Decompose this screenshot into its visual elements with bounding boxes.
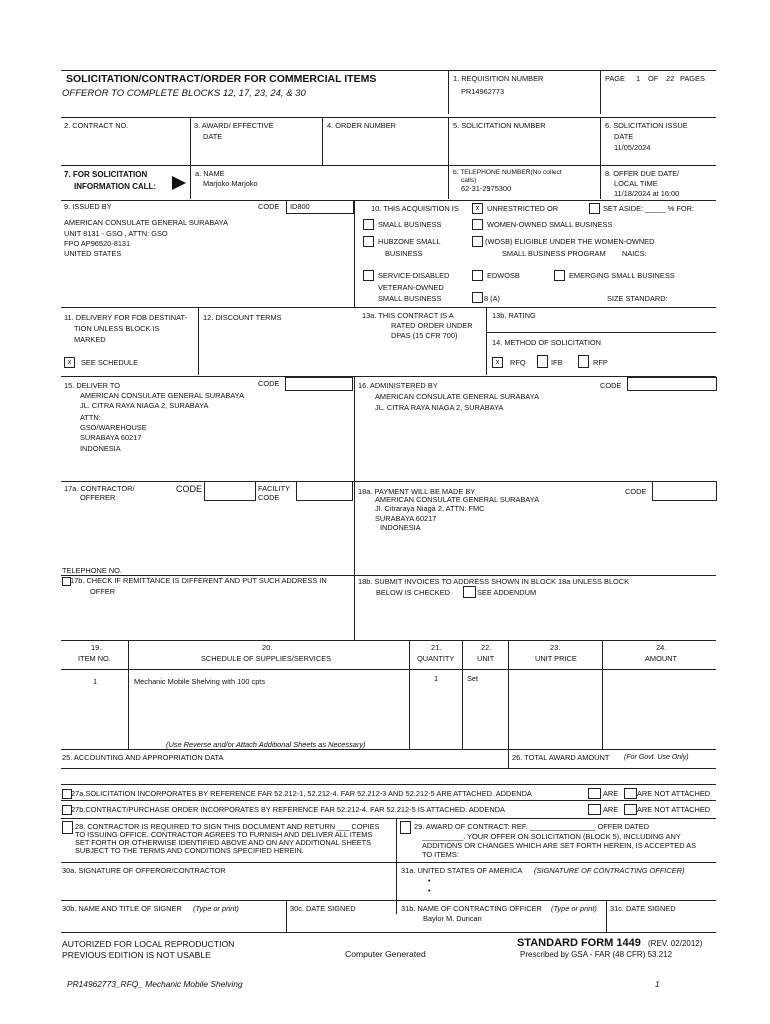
- deliver-to-label: 15. DELIVER TO: [64, 381, 121, 390]
- admin-line-1: AMERICAN CONSULATE GENERAL SURABAYA: [375, 392, 539, 401]
- contractor-sign-line-4: SUBJECT TO THE TERMS AND CONDITIONS SPECIFIED HEREIN.: [75, 846, 304, 855]
- addenda-27a-are-checkbox[interactable]: [588, 788, 601, 799]
- facility-label: FACILITY: [258, 484, 291, 493]
- signer-name-label: 30b. NAME AND TITLE OF SIGNER: [62, 904, 182, 913]
- addenda-27b-label: 27b.CONTRACT/PURCHASE ORDER INCORPORATES BY REFERENCE FAR 52.212-4. FAR 52.212-5 IS ATTACHED. ADDENDA: [71, 805, 505, 814]
- footer-previous: PREVIOUS EDITION IS NOT USABLE: [62, 950, 211, 960]
- facility-label-2: CODE: [258, 493, 280, 502]
- award-date-label: 3. AWARD/ EFFECTIVE: [194, 121, 274, 130]
- contractor-label-2: OFFERER: [80, 493, 116, 502]
- contractor-label: 17a. CONTRACTOR/: [64, 484, 135, 493]
- phone-value: 62-31-2975300: [461, 184, 512, 193]
- due-date-label-2: LOCAL TIME: [614, 179, 658, 188]
- method-label: 14. METHOD OF SOLICITATION: [492, 338, 601, 347]
- issued-code-label: CODE: [258, 202, 280, 211]
- award-line-4: TO ITEMS:: [422, 850, 459, 859]
- page-number: 1: [636, 74, 641, 83]
- order-number-label: 4. ORDER NUMBER: [327, 121, 396, 130]
- deliver-line-3: ATTN:: [80, 413, 101, 422]
- col-24-num: 24.: [656, 643, 667, 652]
- see-addendum-checkbox[interactable]: [463, 586, 476, 598]
- signer-name-note: (Type or print): [193, 904, 239, 913]
- rfq-checkbox[interactable]: x: [492, 357, 503, 368]
- deliver-line-6: INDONESIA: [80, 444, 121, 453]
- remittance-label: 17b. CHECK IF REMITTANCE IS DIFFERENT AND PUT SUCH ADDRESS IN: [70, 576, 327, 585]
- ifb-label: IFB: [551, 358, 563, 367]
- telephone-label: TELEPHONE NO.: [62, 566, 122, 575]
- small-business-label: SMALL BUSINESS: [378, 220, 442, 229]
- phone-label-2: calls): [461, 177, 477, 184]
- wosb-program-label: SMALL BUSINESS PROGRAM: [502, 249, 606, 258]
- contractor-code-label: CODE: [176, 484, 203, 494]
- eight-a-checkbox[interactable]: [472, 292, 483, 303]
- invoice-label: 18b. SUBMIT INVOICES TO ADDRESS SHOWN IN BLOCK 18a UNLESS BLOCK: [358, 577, 630, 586]
- size-standard-label: SIZE STANDARD:: [607, 294, 668, 303]
- date-signed-31c-label: 31c. DATE SIGNED: [610, 904, 676, 913]
- edwosb-checkbox[interactable]: [472, 270, 483, 281]
- name-value: Marjoko Marjoko: [203, 179, 258, 188]
- due-date-value: 11/18/2024 at 16:00: [614, 189, 680, 198]
- issued-line-1: AMERICAN CONSULATE GENERAL SURABAYA: [64, 218, 228, 227]
- issued-by-label: 9. ISSUED BY: [64, 202, 112, 211]
- arrow-right-icon: [171, 175, 187, 191]
- addenda-27b-are-not-checkbox[interactable]: [624, 804, 637, 815]
- set-aside-label: SET ASIDE: _____ % FOR:: [603, 204, 695, 213]
- deliver-line-2: JL. CITRA RAYA NIAGA 2, SURABAYA: [80, 401, 209, 410]
- footer-authorized: AUTORIZED FOR LOCAL REPRODUCTION: [62, 939, 235, 949]
- contract-no-label: 2. CONTRACT NO.: [64, 121, 129, 130]
- footer-form-number: STANDARD FORM 1449: [517, 937, 641, 949]
- administered-label: 16. ADMINISTERED BY: [358, 381, 438, 390]
- admin-line-2: JL. CITRA RAYA NIAGA 2, SURABAYA: [375, 403, 504, 412]
- contractor-sign-line-3: SET FORTH OR OTHERWISE IDENTIFIED ABOVE AND ON ANY ADDITIONAL SHEETS: [75, 838, 372, 847]
- date-signed-30c-label: 30c. DATE SIGNED: [290, 904, 356, 913]
- wosb-label: WOMEN-OWNED SMALL BUSINESS: [487, 220, 613, 229]
- total-award-note: (For Govt. Use Only): [624, 754, 689, 761]
- usa-note: (SIGNATURE OF CONTRACTING OFFICER): [534, 866, 685, 875]
- due-date-label: 8. OFFER DUE DATE/: [605, 169, 680, 178]
- contractor-sign-line-1: 28. CONTRACTOR IS REQUIRED TO SIGN THIS DOCUMENT AND RETURN ___ COPIES: [75, 822, 380, 831]
- hubzone-checkbox[interactable]: [363, 236, 374, 247]
- see-addendum-label: SEE ADDENDUM: [477, 588, 537, 597]
- usa-label: 31a. UNITED STATES OF AMERICA: [401, 866, 523, 875]
- issue-date-label: 6. SOLICITATION ISSUE: [605, 121, 688, 130]
- col-unit: UNIT: [477, 654, 495, 663]
- unrestricted-checkbox[interactable]: x: [472, 203, 483, 214]
- payment-line-4: INDONESIA: [380, 523, 421, 532]
- see-schedule-label: SEE SCHEDULE: [81, 358, 139, 367]
- signature-bullet-2: •: [428, 886, 431, 895]
- page-label: PAGE: [605, 74, 625, 83]
- solicitation-number-label: 5. SOLICITATION NUMBER: [453, 121, 546, 130]
- signature-bullet-1: •: [428, 876, 431, 885]
- col-19-num: 19.: [91, 643, 102, 652]
- award-line-2: __________. YOUR OFFER ON SOLICITATION (BLOCK 5), INCLUDING ANY: [422, 832, 681, 841]
- addenda-27b-are: ARE: [603, 805, 619, 814]
- rfp-label: RFP: [593, 358, 608, 367]
- payment-code-label: CODE: [625, 487, 647, 496]
- emerging-checkbox[interactable]: [554, 270, 565, 281]
- footer-page-number: 1: [655, 979, 660, 989]
- payment-label: 18a. PAYMENT WILL BE MADE BY: [358, 487, 476, 496]
- footer-form-rev: (REV. 02/2012): [648, 939, 703, 948]
- addenda-27a-are: ARE: [603, 789, 619, 798]
- total-award-label: 26. TOTAL AWARD AMOUNT: [512, 753, 610, 762]
- payment-line-1: AMERICAN CONSULATE GENERAL SURABAYA: [375, 495, 539, 504]
- issue-date-label-2: DATE: [614, 132, 634, 141]
- form-subtitle: OFFEROR TO COMPLETE BLOCKS 12, 17, 23, 24, & 30: [62, 88, 306, 99]
- wosb-eligible-label: (WOSB) ELIGIBLE UNDER THE WOMEN-OWNED: [485, 237, 655, 246]
- issued-code-value: ID800: [290, 202, 310, 211]
- requisition-value: PR14962773: [461, 87, 505, 96]
- rated-order-label-2: RATED ORDER UNDER: [391, 321, 473, 330]
- award-date-label-2: DATE: [203, 132, 223, 141]
- eight-a-label: 8 (A): [484, 294, 501, 303]
- page-of: OF: [648, 74, 659, 83]
- col-23-num: 23.: [550, 643, 561, 652]
- set-aside-checkbox[interactable]: [589, 203, 600, 214]
- hubzone-label: HUBZONE SMALL: [378, 237, 441, 246]
- item-unit-cell: Set: [467, 674, 479, 683]
- addenda-27b-are-not: ARE NOT ATTACHED: [637, 805, 711, 814]
- remittance-label-2: OFFER: [90, 587, 116, 596]
- payment-line-3: SURABAYA 60217: [375, 514, 437, 523]
- addenda-27a-are-not: ARE NOT ATTACHED: [637, 789, 711, 798]
- deliver-line-4: GSO/WAREHOUSE: [80, 423, 147, 432]
- issue-date-value: 11/05/2024: [614, 143, 651, 152]
- footer-document-id: PR14962773_RFQ_ Mechanic Mobile Shelving: [67, 979, 243, 989]
- unrestricted-label: UNRESTRICTED OR: [487, 204, 559, 213]
- rating-label: 13b. RATING: [492, 311, 536, 320]
- addenda-27a-are-not-checkbox[interactable]: [624, 788, 637, 799]
- addenda-27a-label: 27a.SOLICITATION INCORPORATES BY REFERENCE FAR 52.212-1, 52.212-4. FAR 52.212-3 AND 52.212-5 ARE ATTACHED. ADDENDA: [71, 789, 532, 798]
- deliver-code-label: CODE: [258, 379, 280, 388]
- footer-computer-generated: Computer Generated: [345, 949, 426, 959]
- rfq-label: RFQ: [510, 358, 526, 367]
- accounting-label: 25. ACCOUNTING AND APPROPRIATION DATA: [62, 753, 224, 762]
- officer-name-value: Baylor M. Duncan: [423, 914, 482, 923]
- rated-order-label-3: DPAS (15 CFR 700): [391, 331, 458, 340]
- footer-prescribed: Prescribed by GSA - FAR (48 CFR) 53.212: [520, 950, 673, 959]
- hubzone-label-2: BUSINESS: [385, 249, 423, 258]
- payment-line-2: Jl. Citraraya Niaga 2, ATTN: FMC: [375, 504, 485, 513]
- offeror-signature-label: 30a. SIGNATURE OF OFFEROR/CONTRACTOR: [62, 866, 226, 875]
- sdvosb-label-2: VETERAN-OWNED: [378, 283, 444, 292]
- discount-terms-label: 12. DISCOUNT TERMS: [203, 313, 282, 322]
- small-business-checkbox[interactable]: [363, 219, 374, 230]
- rfp-checkbox[interactable]: [578, 355, 589, 368]
- edwosb-eligible-checkbox[interactable]: [472, 236, 483, 247]
- officer-name-label: 31b. NAME OF CONTRACTING OFFICER: [401, 904, 542, 913]
- form-title: SOLICITATION/CONTRACT/ORDER FOR COMMERCIAL ITEMS: [66, 73, 377, 85]
- col-schedule: SCHEDULE OF SUPPLIES/SERVICES: [201, 654, 332, 663]
- emerging-label: EMERGING SMALL BUSINESS: [569, 271, 675, 280]
- sdvosb-label: SERVICE-DISABLED: [378, 271, 450, 280]
- officer-name-note: (Type or print): [551, 904, 597, 913]
- item-desc-cell: Mechanic Mobile Shelving with 100 cpts: [134, 677, 266, 686]
- admin-code-label: CODE: [600, 381, 622, 390]
- acquisition-label: 10. THIS ACQUISITION IS: [371, 204, 459, 213]
- col-22-num: 22.: [481, 643, 492, 652]
- solicitation-info-label: 7. FOR SOLICITATION: [64, 170, 148, 179]
- contractor-sign-line-2: TO ISSUING OFFICE. CONTRACTOR AGREES TO FURNISH AND DELIVER ALL ITEMS: [75, 830, 373, 839]
- requisition-label: 1. REQUISITION NUMBER: [453, 74, 544, 83]
- phone-label: b. TELEPHONE NUMBER(No collect: [453, 169, 562, 176]
- wosb-checkbox[interactable]: [472, 219, 483, 230]
- edwosb-label: EDWOSB: [487, 271, 520, 280]
- item-qty-cell: 1: [434, 674, 439, 683]
- addenda-27b-are-checkbox[interactable]: [588, 804, 601, 815]
- col-amount: AMOUNT: [645, 654, 678, 663]
- rated-order-label: 13a. THIS CONTRACT IS A: [362, 311, 454, 320]
- item-no-cell: 1: [93, 677, 98, 686]
- col-unit-price: UNIT PRICE: [535, 654, 577, 663]
- col-item-no: ITEM NO.: [78, 654, 111, 663]
- col-21-num: 21.: [431, 643, 442, 652]
- reverse-note: (Use Reverse and/or Attach Additional Sheets as Necessary): [166, 740, 366, 749]
- contractor-sign-checkbox[interactable]: [62, 821, 73, 834]
- solicitation-info-label-2: INFORMATION CALL:: [74, 182, 157, 191]
- pages-label: PAGES: [680, 74, 705, 83]
- delivery-label-2: TION UNLESS BLOCK IS: [74, 324, 160, 333]
- deliver-line-5: SURABAYA 60217: [80, 433, 142, 442]
- award-checkbox[interactable]: [400, 821, 411, 834]
- issued-line-4: UNITED STATES: [64, 249, 122, 258]
- name-label: a. NAME: [195, 169, 225, 178]
- issued-line-2: UNIT 8131 - GSO , ATTN: GSO: [64, 229, 168, 238]
- ifb-checkbox[interactable]: [537, 355, 548, 368]
- naics-label: NAICS:: [622, 249, 647, 258]
- sdvosb-label-3: SMALL BUSINESS: [378, 294, 442, 303]
- issued-line-3: FPO AP96520-8131: [64, 239, 131, 248]
- delivery-label-3: MARKED: [74, 335, 106, 344]
- deliver-line-1: AMERICAN CONSULATE GENERAL SURABAYA: [80, 391, 244, 400]
- sdvosb-checkbox[interactable]: [363, 270, 374, 281]
- see-schedule-checkbox[interactable]: x: [64, 357, 75, 368]
- award-line-3: ADDITIONS OR CHANGES WHICH ARE SET FORTH HEREIN, IS ACCEPTED AS: [422, 841, 697, 850]
- invoice-label-2: BELOW IS CHECKED: [376, 588, 450, 597]
- col-20-num: 20.: [262, 643, 273, 652]
- award-line-1: 29. AWARD OF CONTRACT: REF. ________________ OFFER DATED: [414, 822, 650, 831]
- col-quantity: QUANTITY: [417, 654, 455, 663]
- page-total: 22: [666, 74, 675, 83]
- delivery-label: 11. DELIVERY FOR FOB DESTINAT-: [64, 313, 188, 322]
